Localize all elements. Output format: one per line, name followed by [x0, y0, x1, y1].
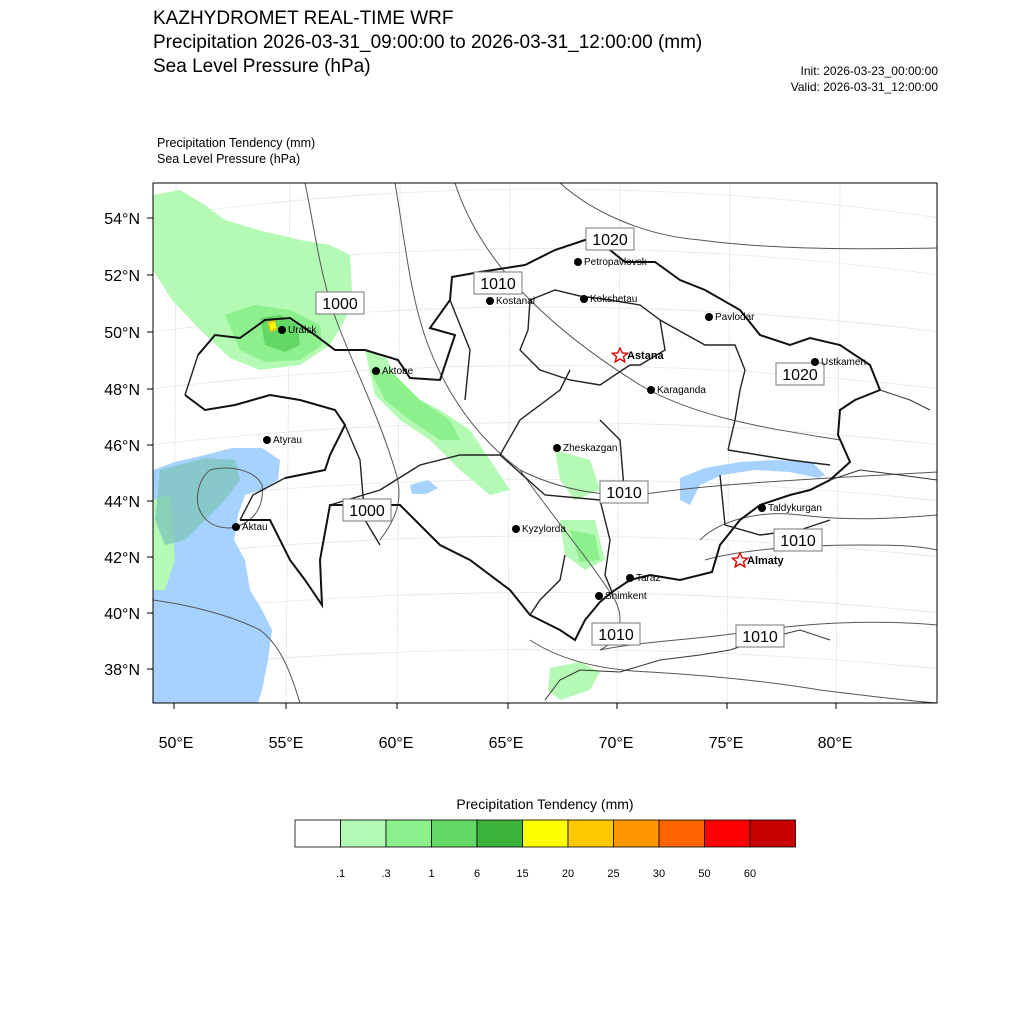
colorbar-label: 6: [473, 868, 481, 880]
svg-text:Ustkamen: Ustkamen: [821, 357, 867, 368]
colorbar-title: Precipitation Tendency (mm): [456, 796, 634, 812]
title-precip: Precipitation 2026-03-31_09:00:00 to 2026-03-31_12:00:00 (mm): [153, 32, 703, 53]
colorbar-label: 30: [652, 868, 666, 880]
svg-text:Uralsk: Uralsk: [288, 325, 317, 336]
colorbar-swatch: [659, 820, 705, 847]
colorbar-swatch: [341, 820, 387, 847]
colorbar-swatch: [705, 820, 751, 847]
lat-label: 50°N: [104, 325, 140, 342]
svg-text:Aktau: Aktau: [242, 522, 268, 533]
city-astana[interactable]: [612, 348, 664, 362]
svg-text:Taraz: Taraz: [636, 573, 661, 584]
colorbar-label: 15: [516, 868, 529, 880]
city-kokshetau[interactable]: [580, 294, 637, 305]
city-pavlodar[interactable]: [705, 312, 755, 323]
svg-text:Aktobe: Aktobe: [382, 366, 414, 377]
colorbar-label: 60: [743, 868, 757, 880]
city-petropavlovsk[interactable]: [574, 257, 648, 268]
svg-text:Almaty: Almaty: [747, 555, 784, 567]
lon-label: 60°E: [378, 735, 414, 752]
colorbar-label: 25: [607, 868, 620, 880]
city-almaty[interactable]: [732, 553, 784, 567]
valid-time: Valid: 2026-03-31_12:00:00: [790, 80, 938, 94]
colorbar-label: 20: [561, 868, 575, 880]
subtitle-slp: Sea Level Pressure (hPa): [157, 152, 301, 166]
lat-label: 52°N: [104, 268, 140, 285]
isobar-label: 1000: [349, 503, 385, 520]
city-taldykurgan[interactable]: [758, 503, 822, 514]
lon-label: 75°E: [708, 735, 744, 752]
colorbar-swatch: [750, 820, 796, 847]
lon-label: 80°E: [817, 735, 853, 752]
city-taraz[interactable]: [626, 573, 660, 584]
city-kostanai[interactable]: [486, 296, 535, 307]
title: KAZHYDROMET REAL-TIME WRF: [153, 8, 454, 29]
colorbar-swatch: [568, 820, 614, 847]
lat-label: 44°N: [104, 494, 140, 511]
city-karaganda[interactable]: [647, 385, 706, 396]
isobar-label: 1010: [606, 485, 642, 502]
svg-text:Taldykurgan: Taldykurgan: [768, 503, 822, 514]
colorbar-swatch: [386, 820, 432, 847]
city-aktau[interactable]: [232, 522, 268, 533]
city-atyrau[interactable]: [263, 435, 302, 446]
colorbar-label: 1: [428, 868, 435, 880]
svg-text:Pavlodar: Pavlodar: [715, 312, 755, 323]
isobar-label: 1020: [592, 232, 628, 249]
subtitle-precip: Precipitation Tendency (mm): [157, 136, 316, 150]
isobar-label: 1010: [480, 276, 516, 293]
colorbar-label: .1: [335, 868, 346, 880]
colorbar-swatch: [295, 820, 341, 847]
lat-label: 54°N: [104, 211, 140, 228]
svg-text:Atyrau: Atyrau: [273, 435, 302, 446]
lon-label: 65°E: [488, 735, 524, 752]
lon-label: 55°E: [268, 735, 304, 752]
svg-text:Astana: Astana: [627, 350, 664, 362]
city-zheskazgan[interactable]: [553, 443, 617, 454]
lat-label: 40°N: [104, 606, 140, 623]
isobar-label: 1010: [742, 629, 778, 646]
lat-label: 42°N: [104, 550, 140, 567]
colorbar-swatch: [432, 820, 478, 847]
colorbar-label: .3: [381, 868, 391, 880]
title-slp: Sea Level Pressure (hPa): [153, 56, 371, 77]
lat-labels: [104, 211, 140, 679]
svg-text:Kokshetau: Kokshetau: [590, 294, 638, 305]
colorbar-label: 50: [698, 868, 711, 880]
svg-text:Kyzylorda: Kyzylorda: [522, 524, 566, 535]
svg-text:Zheskazgan: Zheskazgan: [563, 443, 618, 454]
city-kyzylorda[interactable]: [512, 524, 566, 535]
lat-label: 48°N: [104, 382, 140, 399]
isobar-labels: [316, 228, 824, 647]
lat-label: 38°N: [104, 662, 140, 679]
svg-text:Karaganda: Karaganda: [657, 385, 706, 396]
svg-text:Shimkent: Shimkent: [605, 591, 647, 602]
colorbar: [295, 820, 796, 847]
lon-labels: [159, 735, 853, 752]
isobar-label: 1010: [780, 533, 816, 550]
colorbar-swatch: [523, 820, 569, 847]
lon-label: 70°E: [598, 735, 634, 752]
capital-star-icon: [612, 348, 627, 362]
svg-text:Kostanai: Kostanai: [496, 296, 535, 307]
capital-star-icon: [732, 553, 747, 567]
isobar-label: 1000: [322, 296, 358, 313]
lon-label: 50°E: [158, 735, 194, 752]
lat-label: 46°N: [104, 438, 140, 455]
svg-text:Petropavlovsk: Petropavlovsk: [584, 257, 647, 268]
isobar-label: 1020: [782, 367, 818, 384]
colorbar-swatch: [477, 820, 523, 847]
isobar-label: 1010: [598, 627, 634, 644]
colorbar-swatch: [614, 820, 660, 847]
init-time: Init: 2026-03-23_00:00:00: [800, 64, 938, 78]
